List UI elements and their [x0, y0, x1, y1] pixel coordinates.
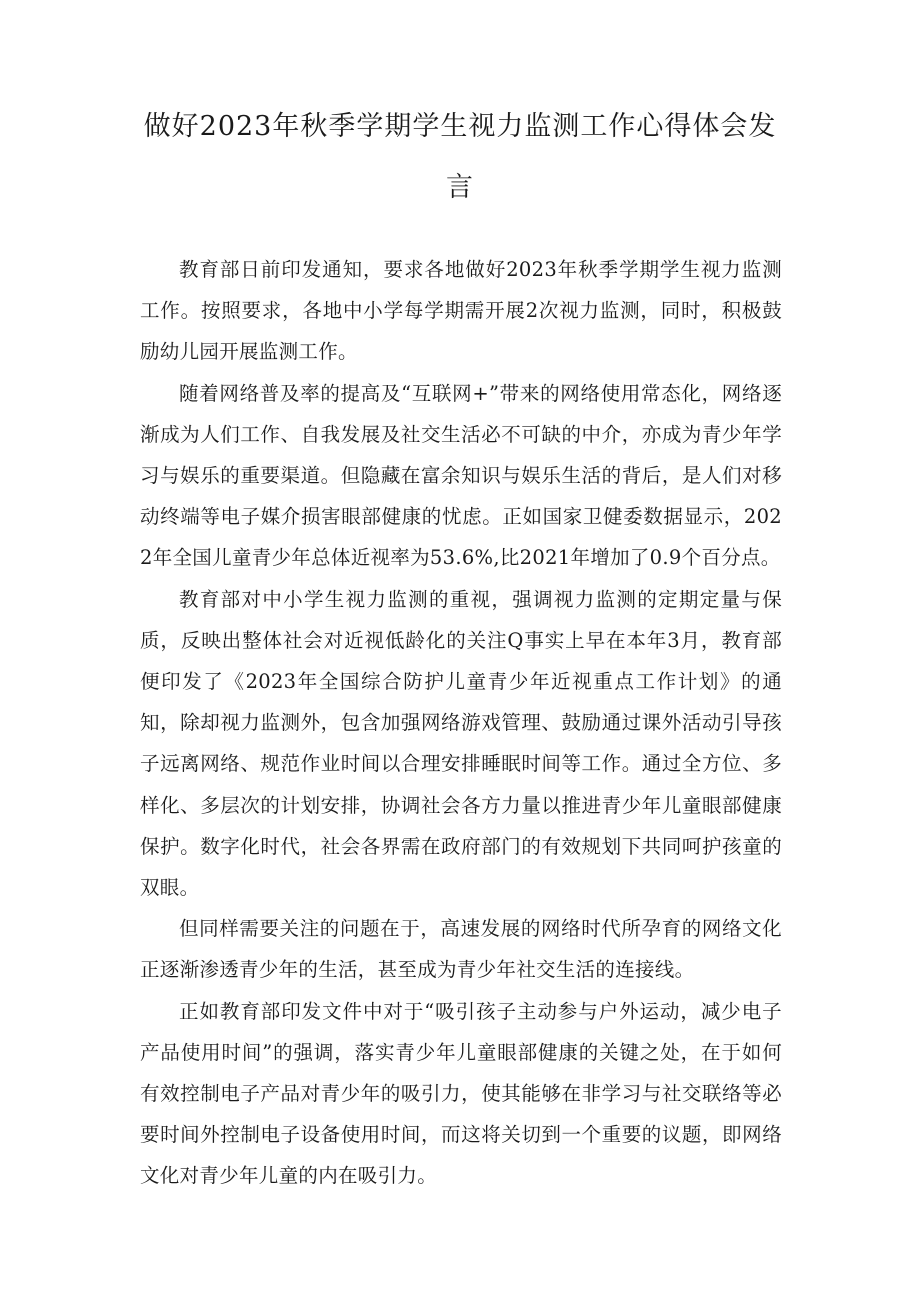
document-body: [140, 249, 782, 1197]
paragraph: 教育部对中小学生视力监测的重视，强调视力监测的定期定量与保质，反映出整体社会对近视低龄化的关注Q事实上早在本年3月，教育部便印发了《2023年全国综合防护儿童青少年近视重点工作计划》的通知，除却视力监测外，包含加强网络游戏管理、鼓励通过课外活动引导孩子远离网络、规范作业时间以合理安排睡眠时间等工作。通过全方位、多样化、多层次的计划安排，协调社会各方力量以推进青少年儿童眼部健康保护。数字化时代，社会各界需在政府部门的有效规划下共同呵护孩童的双眼。: [140, 587, 782, 900]
paragraph: 教育部日前印发通知，要求各地做好2023年秋季学期学生视力监测工作。按照要求，各地中小学每学期需开展2次视力监测，同时，积极鼓励幼儿园开展监测工作。: [140, 258, 782, 364]
document-title: 做好2023年秋季学期学生视力监测工作心得体会发言: [143, 111, 777, 203]
paragraph: 但同样需要关注的问题在于，高速发展的网络时代所孕育的网络文化正逐渐渗透青少年的生活，甚至成为青少年社交生活的连接线。: [140, 917, 782, 982]
paragraph: 随着网络普及率的提高及“互联网+”带来的网络使用常态化，网络逐渐成为人们工作、自我发展及社交生活必不可缺的中介，亦成为青少年学习与娱乐的重要渠道。但隐藏在富余知识与娱乐生活的背后，是人们对移动终端等电子媒介损害眼部健康的忧虑。正如国家卫健委数据显示，2022年全国儿童青少年总体近视率为53.6%,比2021年增加了0.9个百分点。: [140, 381, 782, 570]
paragraph: 正如教育部印发文件中对于“吸引孩子主动参与户外运动，减少电子产品使用时间”的强调，落实青少年儿童眼部健康的关键之处，在于如何有效控制电子产品对青少年的吸引力，使其能够在非学习与社交联络等必要时间外控制电子设备使用时间，而这将关切到一个重要的议题，即网络文化对青少年儿童的内在吸引力。: [140, 999, 782, 1188]
